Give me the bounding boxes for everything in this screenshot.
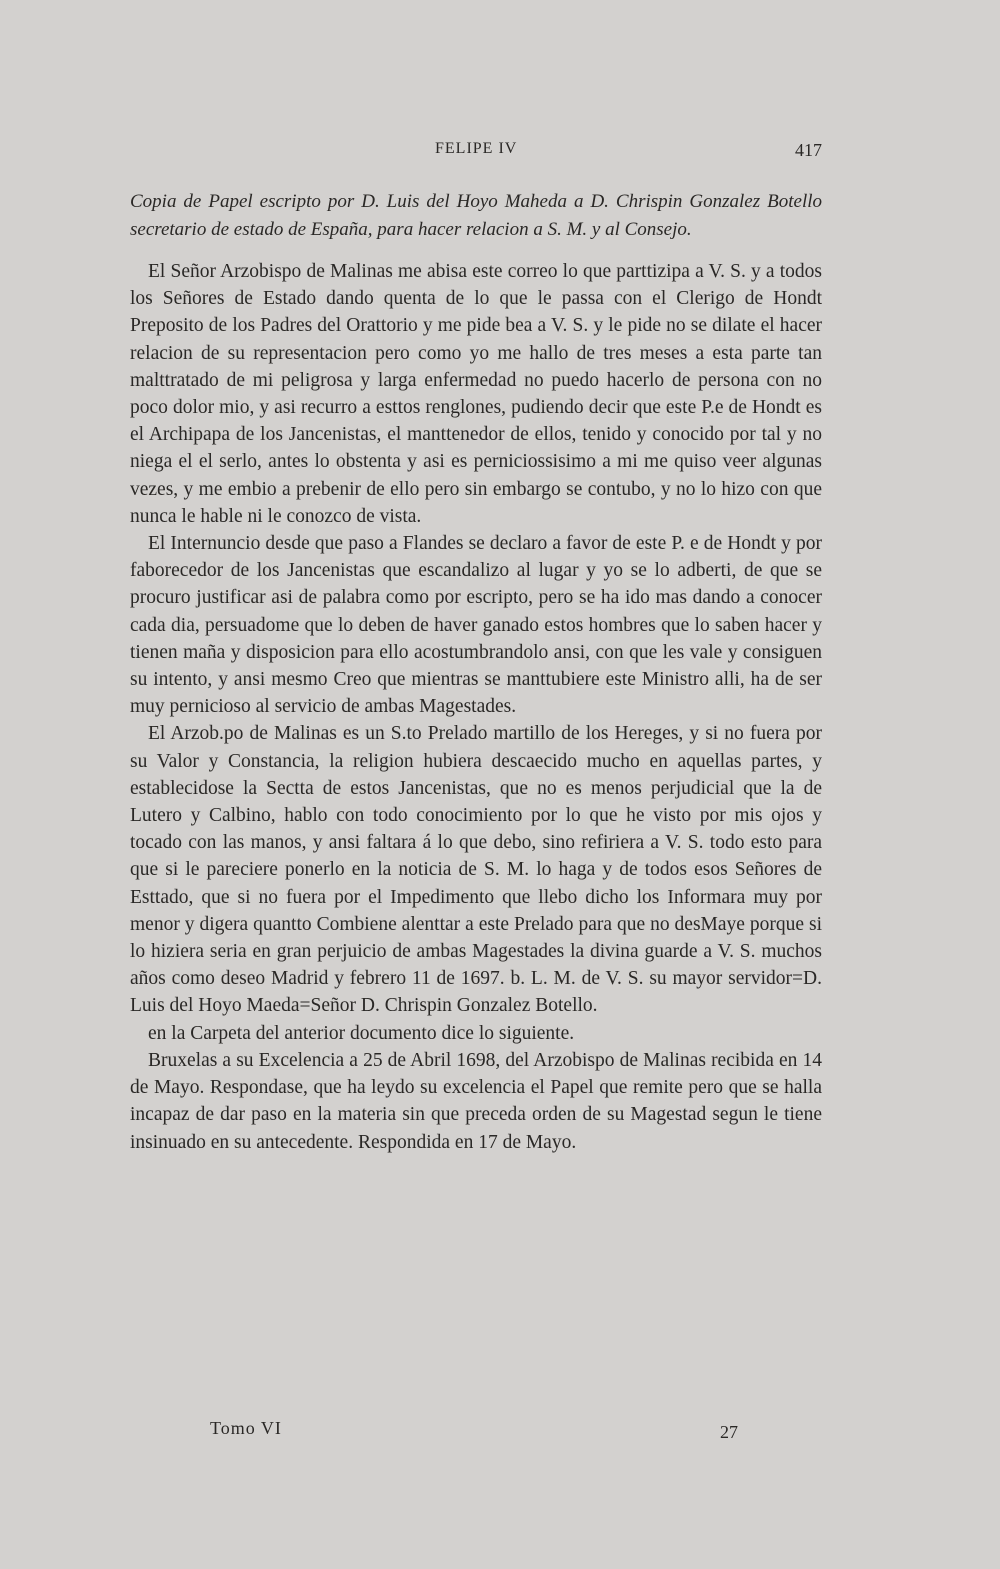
paragraph-3: El Arzob.po de Malinas es un S.to Prelado martillo de los Hereges, y si no fuera por su Valor y Constancia, la religion hubiera descaecido mucho en aquellas partes, y establecidose la Sectta de estos Jancenistas, que no es menos perjudicial que la de Lutero y Calbino, hablo con todo conocimiento por lo que he visto por mis ojos y tocado con las manos, y ansi faltara á lo que debo, sino refiriera a V. S. todo esto para que si le pareciere ponerlo en la noticia de S. M. lo haga y de todos esos Señores de Esttado, que si no fuera por el Impedimento que llebo dicho los Informara muy por menor y digera quantto Combiene alenttar a este Prelado para que no desMaye porque si lo hiziera seria en gran perjuicio de ambas Magestades la divina guarde a V. S. muchos años como deseo Madrid y febrero 11 de 1697. b. L. M. de V. S. su mayor servidor=D. Luis del Hoyo Maeda=Señor D. Chrispin Gonzalez Botello. — [130, 723, 822, 1017]
paragraph-5: Bruxelas a su Excelencia a 25 de Abril 1698, del Arzobispo de Malinas recibida en 14 de Mayo. Respondase, que ha leydo su excelencia el Papel que remite pero que se halla incapaz de dar paso en la materia sin que preceda orden de su Magestad segun le tiene insinuado en su antecedente. Respondida en 17 de Mayo. — [130, 1049, 822, 1153]
paragraph-2: El Internuncio desde que paso a Flandes se declaro a favor de este P. e de Hondt y por faborecedor de los Jancenistas que escandalizo al lugar y yo se lo adberti, de que se procuro justificar asi de palabra como por escripto, pero se ha ido mas dando a conocer cada dia, persuadome que lo deben de haver ganado estos hombres que lo saben hacer y tienen maña y disposicion para ello acostumbrandolo ansi, con que les vale y consiguen su intento, y ansi mesmo Creo que mientras se manttubiere este Ministro alli, ha de ser muy pernicioso al servicio de ambas Magestades. — [130, 533, 822, 718]
paragraph-4: en la Carpeta del anterior documento dice lo siguiente. — [148, 1022, 575, 1044]
paragraph-1: El Señor Arzobispo de Malinas me abisa este correo lo que parttizipa a V. S. y a todos los Señores de Estado dando quenta de lo que le passa con el Clerigo de Hondt Preposito de los Padres del Orattorio y me pide bea a V. S. y le pide no se dilate el hacer relacion de su representacion pero como yo me hallo de tres meses a esta parte tan malttratado de mi peligrosa y larga enfermedad no puedo hacerlo de persona con no poco dolor mio, y asi recurro a esttos renglones, pudiendo decir que este P.e de Hondt es el Archipapa de los Jancenistas, el manttenedor de ellos, tenido y conocido por tal y no niega el el serlo, antes lo obstenta y asi es perniciossisimo a mi me quiso veer algunas vezes, y me embio a prebenir de ello pero sin embargo se contubo, y no lo hizo con que nunca le hable ni le conozco de vista. — [130, 261, 822, 527]
document-title: Copia de Papel escripto por D. Luis del Hoyo Maheda a D. Chrispin Gonzalez Botello secretario de estado de España, para hacer relacion a S. M. y al Consejo. — [130, 191, 822, 240]
signature-mark: 27 — [720, 1422, 738, 1442]
page-number: 417 — [795, 140, 822, 160]
running-header — [130, 140, 822, 166]
page-footer — [210, 1418, 738, 1446]
document-body — [130, 188, 822, 1156]
running-title: FELIPE IV — [435, 140, 518, 157]
volume-label: Tomo VI — [210, 1418, 282, 1438]
